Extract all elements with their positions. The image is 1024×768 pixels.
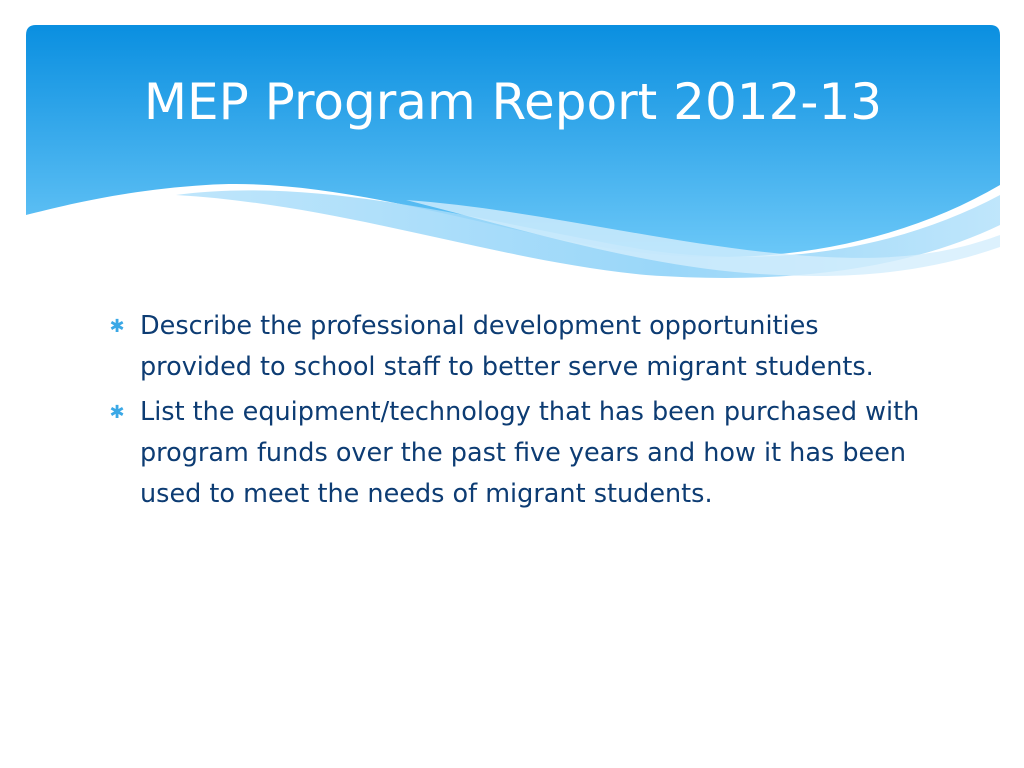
asterisk-bullet-icon: ✱: [109, 316, 125, 337]
asterisk-bullet-icon: ✱: [109, 402, 125, 423]
bullet-text: Describe the professional development opportunities provided to school staff to better serve migrant students.: [140, 311, 874, 382]
header-banner: [26, 25, 1000, 285]
list-item: [108, 306, 928, 388]
list-item: [108, 392, 928, 515]
header-wave-graphic: [26, 25, 1000, 285]
bullet-text: List the equipment/technology that has been purchased with program funds over the past five years and how it has been used to meet the needs of migrant students.: [140, 397, 920, 509]
bullet-list: [108, 306, 928, 519]
slide-title: MEP Program Report 2012-13: [143, 73, 883, 131]
